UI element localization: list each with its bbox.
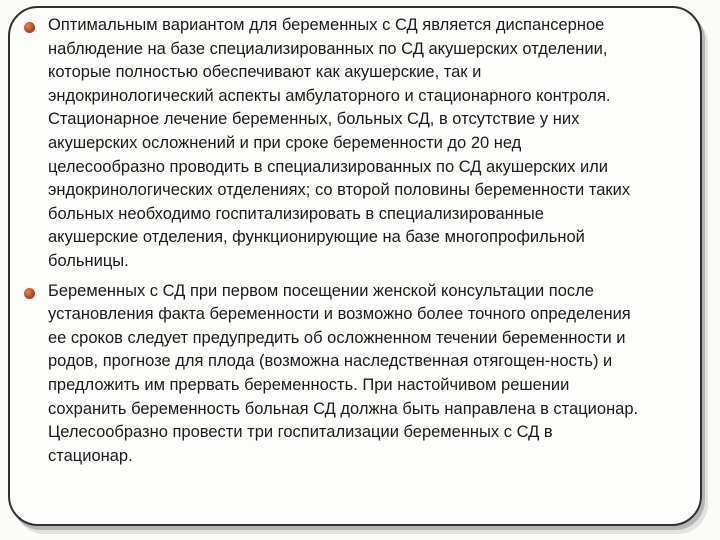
- bullet-item: [20, 14, 700, 274]
- bullet-text: Оптимальным вариантом для беременных с СД является диспансерное наблюдение на базе специализированных по СД акушерских отделении, которые полностью обеспечивают как акушерские, так и эндокринологический аспекты амбулаторного и стационарного контроля. Стационарное лечение беременных, больных СД, в отсутствие у них акушерских осложнений и при сроке беременности до 20 нед целесообразно проводить в специализированных по СД акушерских или эндокринологических отделениях; со второй половины беременности таких больных необходимо госпитализировать в специализированные акушерские отделения, функционирующие на базе многопрофильной больницы.: [48, 16, 631, 270]
- bullet-dot-icon: [24, 288, 35, 299]
- bullet-item: [20, 280, 700, 469]
- bullet-text: Беременных с СД при первом посещении женской консультации после установления факта беременности и возможно более точного определения ее сроков следует предупредить об осложненном течении беременности и родов, прогнозе для плода (возможна наследственная отягощен-ность) и предложить им прервать беременность. При настойчивом решении сохранить беременность больная СД должна быть направлена в стационар. Целесообразно провести три госпитализации беременных с СД в стационар.: [48, 281, 639, 465]
- bullet-dot-icon: [24, 22, 35, 33]
- bullet-list: [20, 14, 700, 474]
